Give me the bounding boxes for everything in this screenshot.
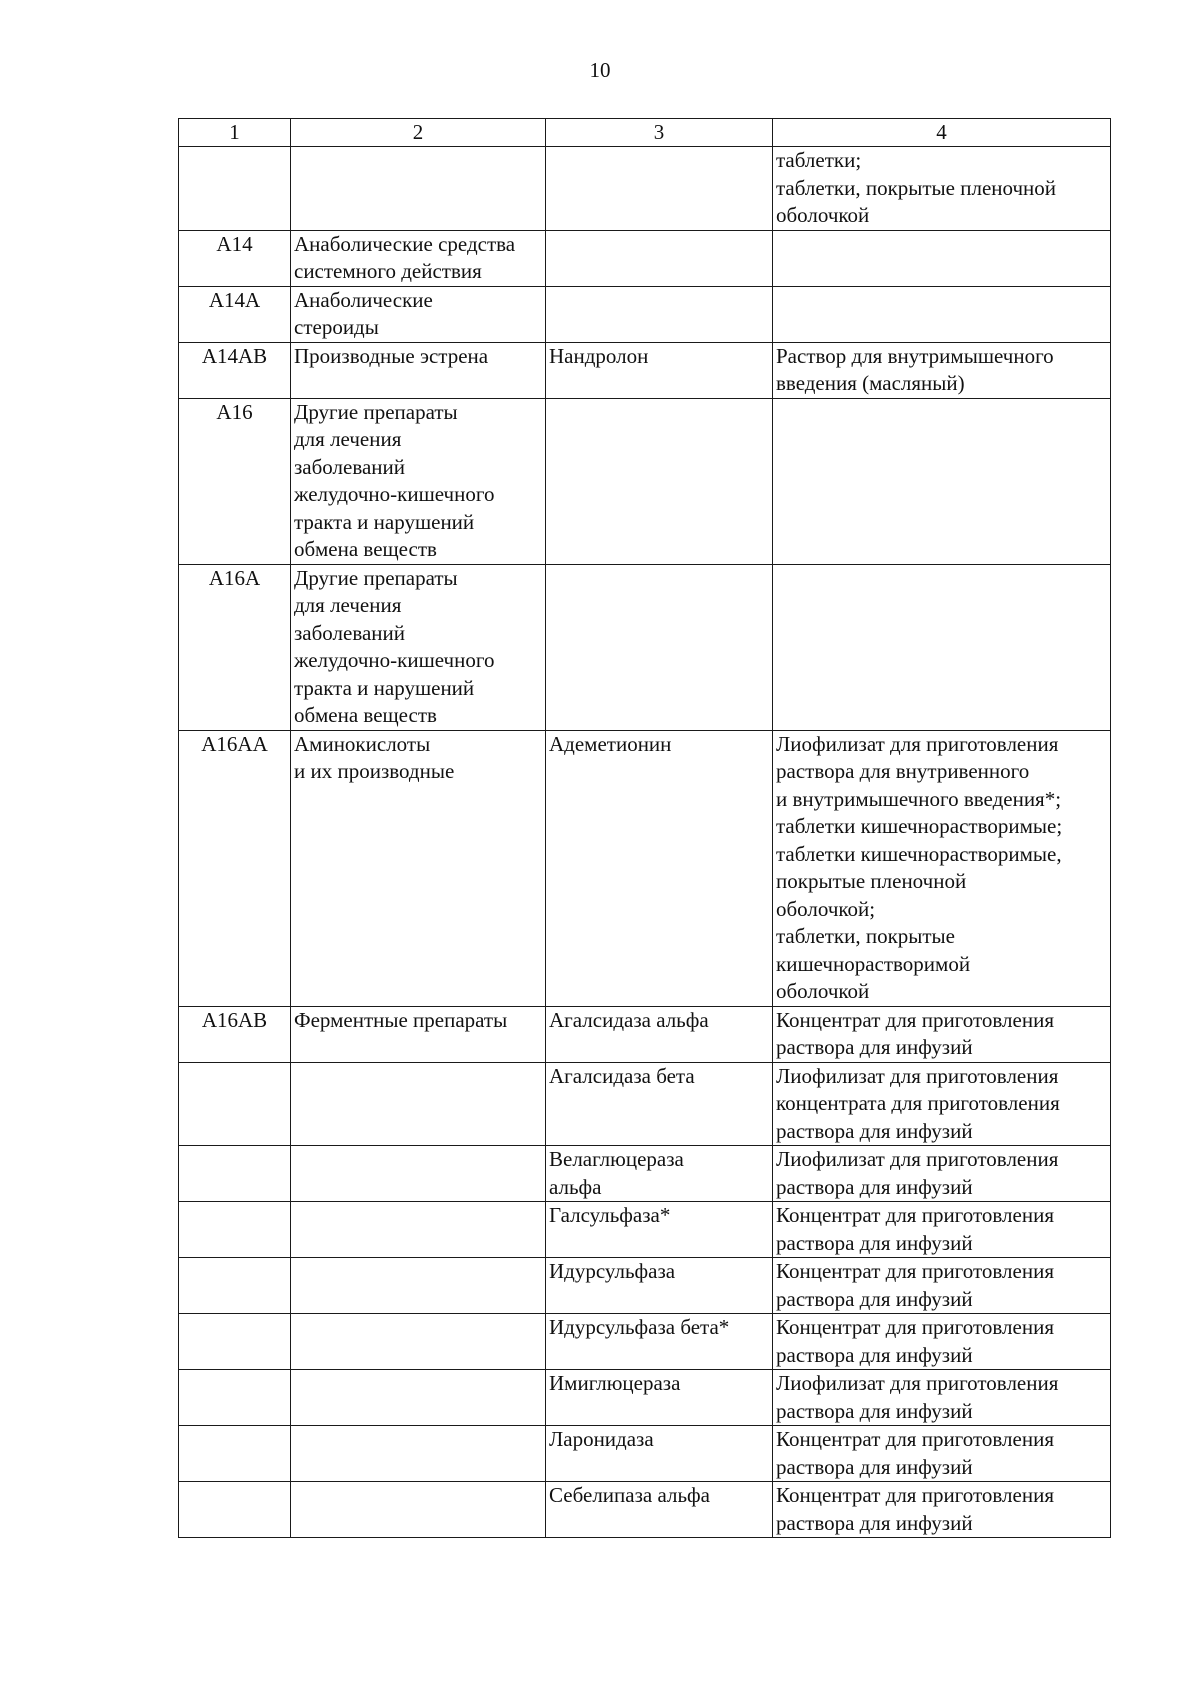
group-name-cell (291, 1482, 546, 1538)
dosage-form-cell: Лиофилизат для приготовления концентрата для приготовления раствора для инфузий (773, 1062, 1111, 1146)
group-name-cell (291, 1062, 546, 1146)
dosage-form-cell (773, 398, 1111, 564)
dosage-form-cell: Концентрат для приготовления раствора для инфузий (773, 1482, 1111, 1538)
table-row (179, 1006, 1111, 1062)
group-name-cell: Другие препараты для лечения заболеваний желудочно-кишечного тракта и нарушений обмена веществ (291, 398, 546, 564)
dosage-form-cell (773, 286, 1111, 342)
atc-code-cell (179, 1258, 291, 1314)
dosage-form-cell (773, 564, 1111, 730)
atc-code-cell: А14А (179, 286, 291, 342)
group-name-cell: Анаболические стероиды (291, 286, 546, 342)
atc-code-cell (179, 1370, 291, 1426)
group-name-cell (291, 147, 546, 231)
drug-name-cell (546, 286, 773, 342)
dosage-form-cell: Концентрат для приготовления раствора для инфузий (773, 1202, 1111, 1258)
header-col-1: 1 (179, 119, 291, 147)
dosage-form-cell: Лиофилизат для приготовления раствора для внутривенного и внутримышечного введения*; таблетки кишечнорастворимые; таблетки кишечнорастворимые, покрытые пленочной оболочкой; таблетки, покрытые кишечнорастворимой оболочкой (773, 730, 1111, 1006)
table-row (179, 1202, 1111, 1258)
atc-code-cell (179, 1314, 291, 1370)
drug-name-cell (546, 398, 773, 564)
table-row (179, 1062, 1111, 1146)
dosage-form-cell: Лиофилизат для приготовления раствора для инфузий (773, 1146, 1111, 1202)
dosage-form-cell: Концентрат для приготовления раствора для инфузий (773, 1426, 1111, 1482)
table-row (179, 286, 1111, 342)
atc-code-cell (179, 1146, 291, 1202)
dosage-form-cell: Раствор для внутримышечного введения (масляный) (773, 342, 1111, 398)
atc-code-cell: А14 (179, 230, 291, 286)
table-row (179, 1146, 1111, 1202)
table-row (179, 230, 1111, 286)
dosage-form-cell: Концентрат для приготовления раствора для инфузий (773, 1314, 1111, 1370)
table-row (179, 730, 1111, 1006)
group-name-cell (291, 1370, 546, 1426)
drug-name-cell: Адеметионин (546, 730, 773, 1006)
drug-name-cell: Агалсидаза бета (546, 1062, 773, 1146)
drug-name-cell: Агалсидаза альфа (546, 1006, 773, 1062)
atc-code-cell: А14АВ (179, 342, 291, 398)
group-name-cell: Другие препараты для лечения заболеваний желудочно-кишечного тракта и нарушений обмена веществ (291, 564, 546, 730)
header-col-4: 4 (773, 119, 1111, 147)
atc-code-cell: А16АА (179, 730, 291, 1006)
table-body (179, 147, 1111, 1538)
drug-name-cell: Имиглюцераза (546, 1370, 773, 1426)
atc-code-cell: А16АВ (179, 1006, 291, 1062)
atc-code-cell (179, 1202, 291, 1258)
table-row (179, 398, 1111, 564)
drug-name-cell: Идурсульфаза бета* (546, 1314, 773, 1370)
group-name-cell (291, 1146, 546, 1202)
drug-name-cell: Идурсульфаза (546, 1258, 773, 1314)
atc-code-cell: А16 (179, 398, 291, 564)
group-name-cell: Производные эстрена (291, 342, 546, 398)
group-name-cell: Ферментные препараты (291, 1006, 546, 1062)
atc-code-cell (179, 1426, 291, 1482)
atc-code-cell: А16А (179, 564, 291, 730)
drug-name-cell (546, 564, 773, 730)
atc-code-cell (179, 1482, 291, 1538)
page-number: 10 (589, 58, 611, 82)
drug-name-cell: Нандролон (546, 342, 773, 398)
group-name-cell (291, 1258, 546, 1314)
table-row (179, 1258, 1111, 1314)
table-row (179, 1482, 1111, 1538)
header-col-3: 3 (546, 119, 773, 147)
header-row (179, 119, 1111, 147)
group-name-cell: Анаболические средства системного действия (291, 230, 546, 286)
atc-code-cell (179, 1062, 291, 1146)
dosage-form-cell: Лиофилизат для приготовления раствора для инфузий (773, 1370, 1111, 1426)
dosage-form-cell: таблетки; таблетки, покрытые пленочной оболочкой (773, 147, 1111, 231)
drug-name-cell: Галсульфаза* (546, 1202, 773, 1258)
drug-name-cell (546, 230, 773, 286)
table-row (179, 1314, 1111, 1370)
drug-table (178, 118, 1111, 1538)
table-header (179, 119, 1111, 147)
table-row (179, 564, 1111, 730)
dosage-form-cell (773, 230, 1111, 286)
drug-name-cell (546, 147, 773, 231)
table-row (179, 342, 1111, 398)
group-name-cell (291, 1426, 546, 1482)
table-row (179, 1370, 1111, 1426)
group-name-cell: Аминокислоты и их производные (291, 730, 546, 1006)
drug-name-cell: Велаглюцераза альфа (546, 1146, 773, 1202)
group-name-cell (291, 1202, 546, 1258)
dosage-form-cell: Концентрат для приготовления раствора для инфузий (773, 1006, 1111, 1062)
table-row (179, 1426, 1111, 1482)
table-row (179, 147, 1111, 231)
atc-code-cell (179, 147, 291, 231)
group-name-cell (291, 1314, 546, 1370)
dosage-form-cell: Концентрат для приготовления раствора для инфузий (773, 1258, 1111, 1314)
drug-name-cell: Себелипаза альфа (546, 1482, 773, 1538)
drug-name-cell: Ларонидаза (546, 1426, 773, 1482)
header-col-2: 2 (291, 119, 546, 147)
